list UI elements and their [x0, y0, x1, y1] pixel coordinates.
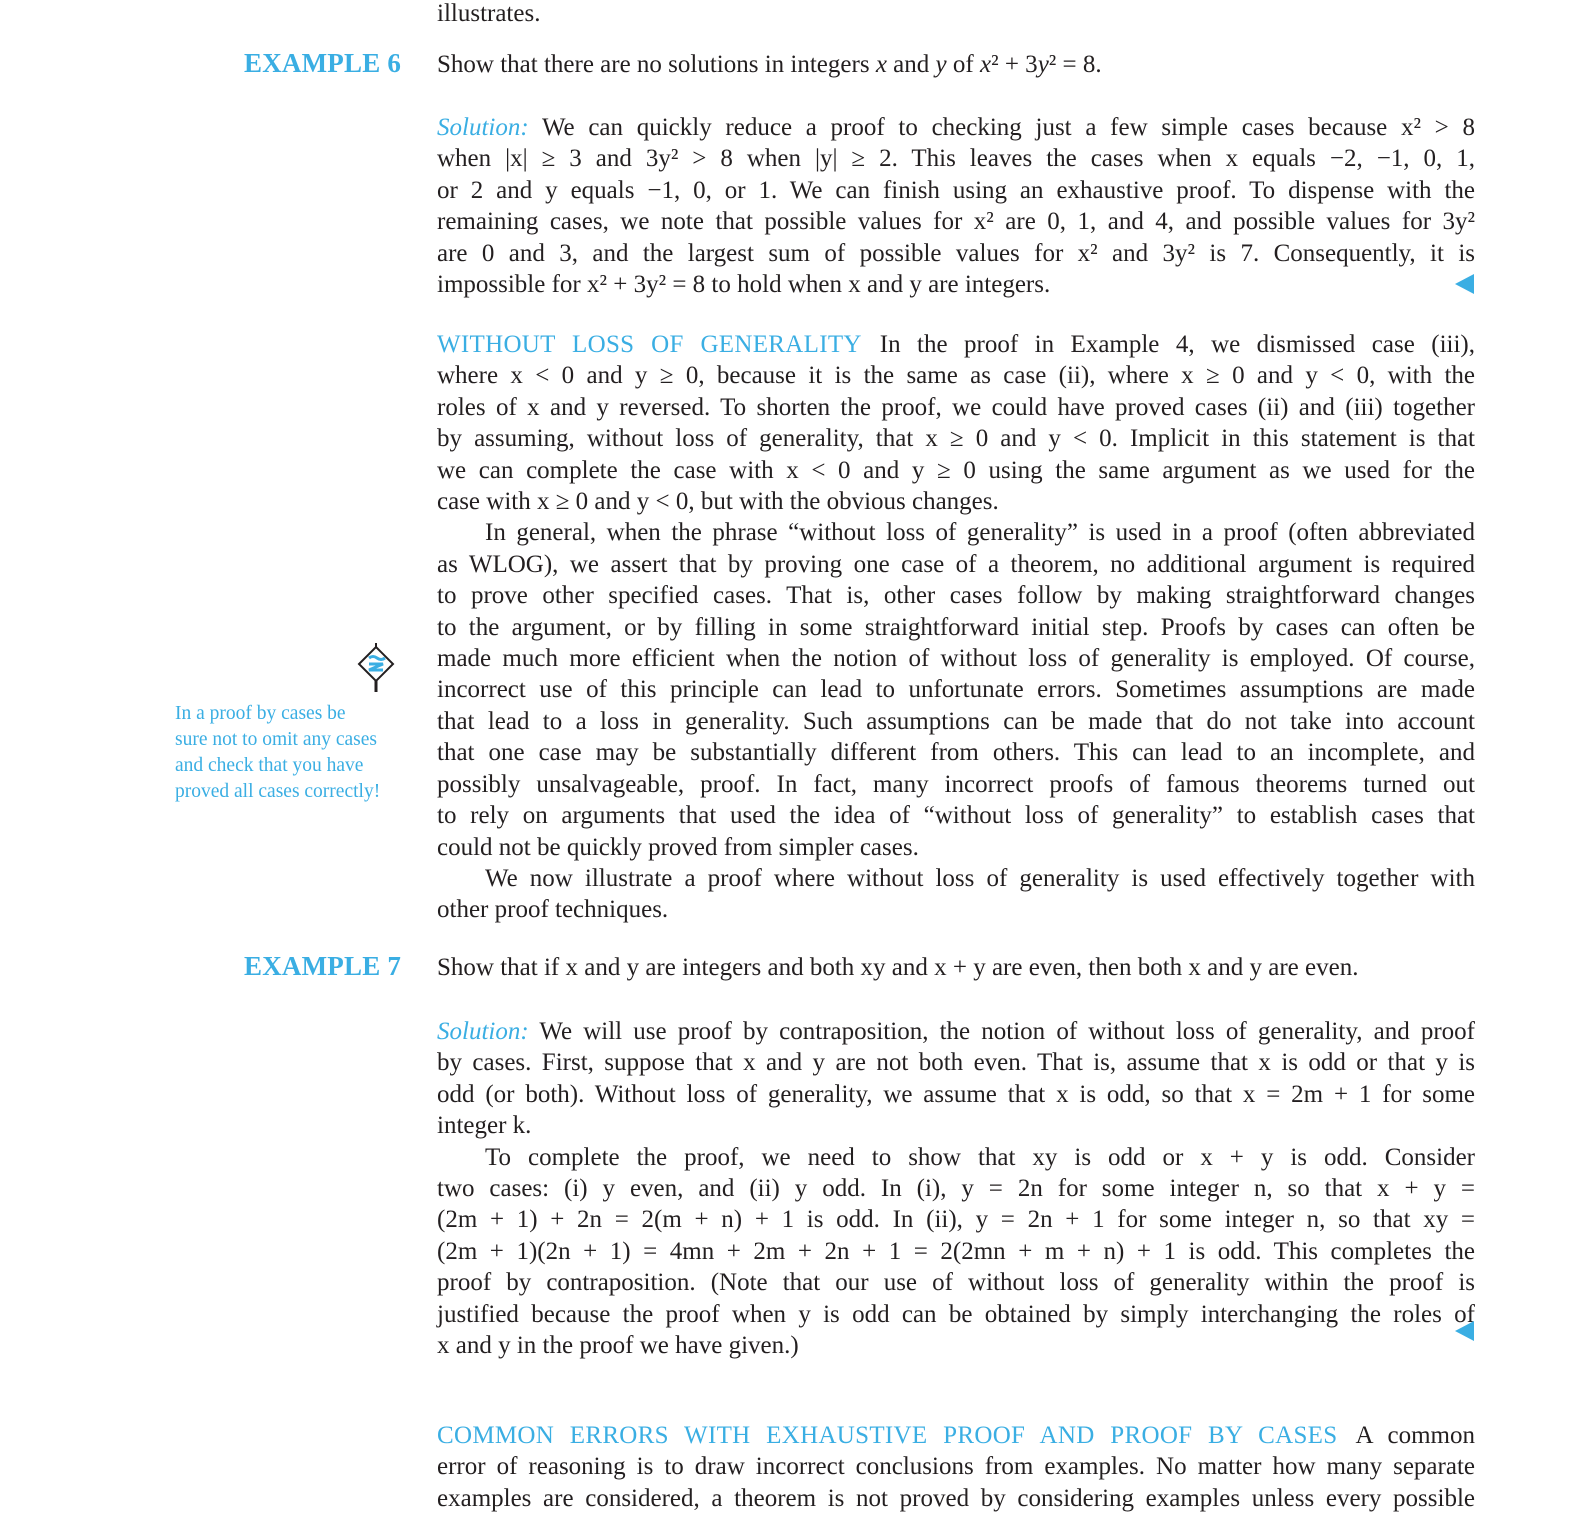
- warning-sign-icon: [356, 643, 396, 700]
- wlog-section: [437, 329, 1475, 926]
- wlog-line: made much more efficient when the notion of without loss of generality is employed. Of course,: [437, 645, 1475, 673]
- solution-label: Solution:: [437, 114, 529, 141]
- solution-line: To complete the proof, we need to show that xy is odd or x + y is odd. Consider: [485, 1143, 1475, 1171]
- wlog-line: We now illustrate a proof where without loss of generality is used effectively together with: [485, 864, 1475, 892]
- solution-line: (2m + 1)(2n + 1) = 4mn + 2m + 2n + 1 = 2(2mn + m + n) + 1 is odd. This completes the: [437, 1237, 1475, 1265]
- solution-line: remaining cases, we note that possible values for x² are 0, 1, and 4, and possible values for 3y²: [437, 208, 1475, 236]
- example-6-label: EXAMPLE 6: [244, 48, 402, 78]
- wlog-line: could not be quickly proved from simpler cases.: [437, 833, 919, 861]
- margin-note: [175, 701, 405, 805]
- wlog-line: incorrect use of this principle can lead to unfortunate errors. Sometimes assumptions are made: [437, 676, 1475, 704]
- wlog-line: that one case may be substantially different from others. This can lead to an incomplete, and: [437, 739, 1475, 767]
- example-7-label: EXAMPLE 7: [244, 951, 402, 981]
- solution-line: We will use proof by contraposition, the notion of without loss of generality, and proof: [539, 1018, 1475, 1045]
- example-7-solution: [437, 1016, 1475, 1361]
- wlog-line: where x < 0 and y ≥ 0, because it is the same as case (ii), where x ≥ 0 and y < 0, with the: [437, 362, 1475, 390]
- wlog-line: possibly unsalvageable, proof. In fact, many incorrect proofs of famous theorems turned out: [437, 770, 1475, 798]
- wlog-line: by assuming, without loss of generality, that x ≥ 0 and y < 0. Implicit in this statement is that: [437, 425, 1475, 453]
- solution-line: x and y in the proof we have given.): [437, 1332, 799, 1360]
- margin-note-line: proved all cases correctly!: [175, 781, 381, 802]
- example-6-statement-text: Show that there are no solutions in integers: [437, 51, 876, 78]
- wlog-line: roles of x and y reversed. To shorten the proof, we could have proved cases (ii) and (iii) together: [437, 393, 1475, 421]
- end-of-solution-icon: [1455, 1321, 1474, 1341]
- common-errors-line: examples are considered, a theorem is not proved by considering examples unless every possible: [437, 1484, 1475, 1512]
- common-errors-heading: COMMON ERRORS WITH EXHAUSTIVE PROOF AND PROOF BY CASES: [437, 1422, 1338, 1449]
- solution-line: or 2 and y equals −1, 0, or 1. We can finish using an exhaustive proof. To dispense with the: [437, 176, 1475, 204]
- solution-line: when |x| ≥ 3 and 3y² > 8 when |y| ≥ 2. This leaves the cases when x equals −2, −1, 0, 1,: [437, 145, 1475, 173]
- wlog-line: as WLOG), we assert that by proving one case of a theorem, no additional argument is required: [437, 550, 1475, 578]
- example-7-statement: [437, 952, 1475, 983]
- end-of-solution-icon: [1455, 274, 1474, 294]
- wlog-line: to the argument, or by filling in some straightforward initial step. Proofs by cases can often be: [437, 613, 1475, 641]
- solution-line: (2m + 1) + 2n = 2(m + n) + 1 is odd. In (ii), y = 2n + 1 for some integer n, so that xy =: [437, 1206, 1475, 1234]
- wlog-line: to rely on arguments that used the idea of “without loss of generality” to establish cases that: [437, 802, 1475, 830]
- wlog-heading: WITHOUT LOSS OF GENERALITY: [437, 331, 862, 358]
- solution-line: We can quickly reduce a proof to checking just a few simple cases because x² > 8: [541, 114, 1475, 141]
- wlog-line: In general, when the phrase “without loss of generality” is used in a proof (often abbreviated: [485, 519, 1475, 547]
- example-6-statement: Show that there are no solutions in integers x and y of x² + 3y² = 8.: [437, 51, 1102, 78]
- margin-note-line: sure not to omit any cases: [175, 729, 377, 750]
- margin-note-line: and check that you have: [175, 755, 364, 776]
- solution-line: are 0 and 3, and the largest sum of possible values for x² and 3y² is 7. Consequently, it is: [437, 239, 1475, 267]
- solution-line: odd (or both). Without loss of generality, we assume that x is odd, so that x = 2m + 1 for some: [437, 1080, 1475, 1108]
- solution-label: Solution:: [437, 1018, 529, 1045]
- solution-line: proof by contraposition. (Note that our use of without loss of generality within the proof is: [437, 1269, 1475, 1297]
- common-errors-line: A common: [1355, 1422, 1475, 1449]
- wlog-line: other proof techniques.: [437, 896, 669, 924]
- top-fragment: illustrates.: [437, 0, 541, 27]
- solution-line: two cases: (i) y even, and (ii) y odd. In (i), y = 2n for some integer n, so that x + y =: [437, 1175, 1475, 1203]
- example-6-solution: [437, 112, 1475, 300]
- margin-note-line: In a proof by cases be: [175, 703, 346, 724]
- common-errors-line: error of reasoning is to draw incorrect conclusions from examples. No matter how many separate: [437, 1453, 1475, 1481]
- solution-line: impossible for x² + 3y² = 8 to hold when x and y are integers.: [437, 271, 1051, 299]
- wlog-line: to prove other specified cases. That is, other cases follow by making straightforward changes: [437, 582, 1475, 610]
- solution-line: by cases. First, suppose that x and y are not both even. That is, assume that x is odd or that y is: [437, 1049, 1475, 1077]
- solution-line: justified because the proof when y is odd can be obtained by simply interchanging the roles of: [437, 1300, 1475, 1328]
- common-errors-section: [437, 1420, 1475, 1514]
- example-7-statement-text: Show that if x and y are integers and both xy and x + y are even, then both x and y are even.: [437, 954, 1359, 981]
- wlog-line: case with x ≥ 0 and y < 0, but with the obvious changes.: [437, 488, 999, 516]
- wlog-line: we can complete the case with x < 0 and y ≥ 0 using the same argument as we used for the: [437, 456, 1475, 484]
- wlog-line: In the proof in Example 4, we dismissed case (iii),: [879, 331, 1475, 358]
- solution-line: integer k.: [437, 1112, 532, 1140]
- wlog-line: that lead to a loss in generality. Such assumptions can be made that do not take into account: [437, 707, 1475, 735]
